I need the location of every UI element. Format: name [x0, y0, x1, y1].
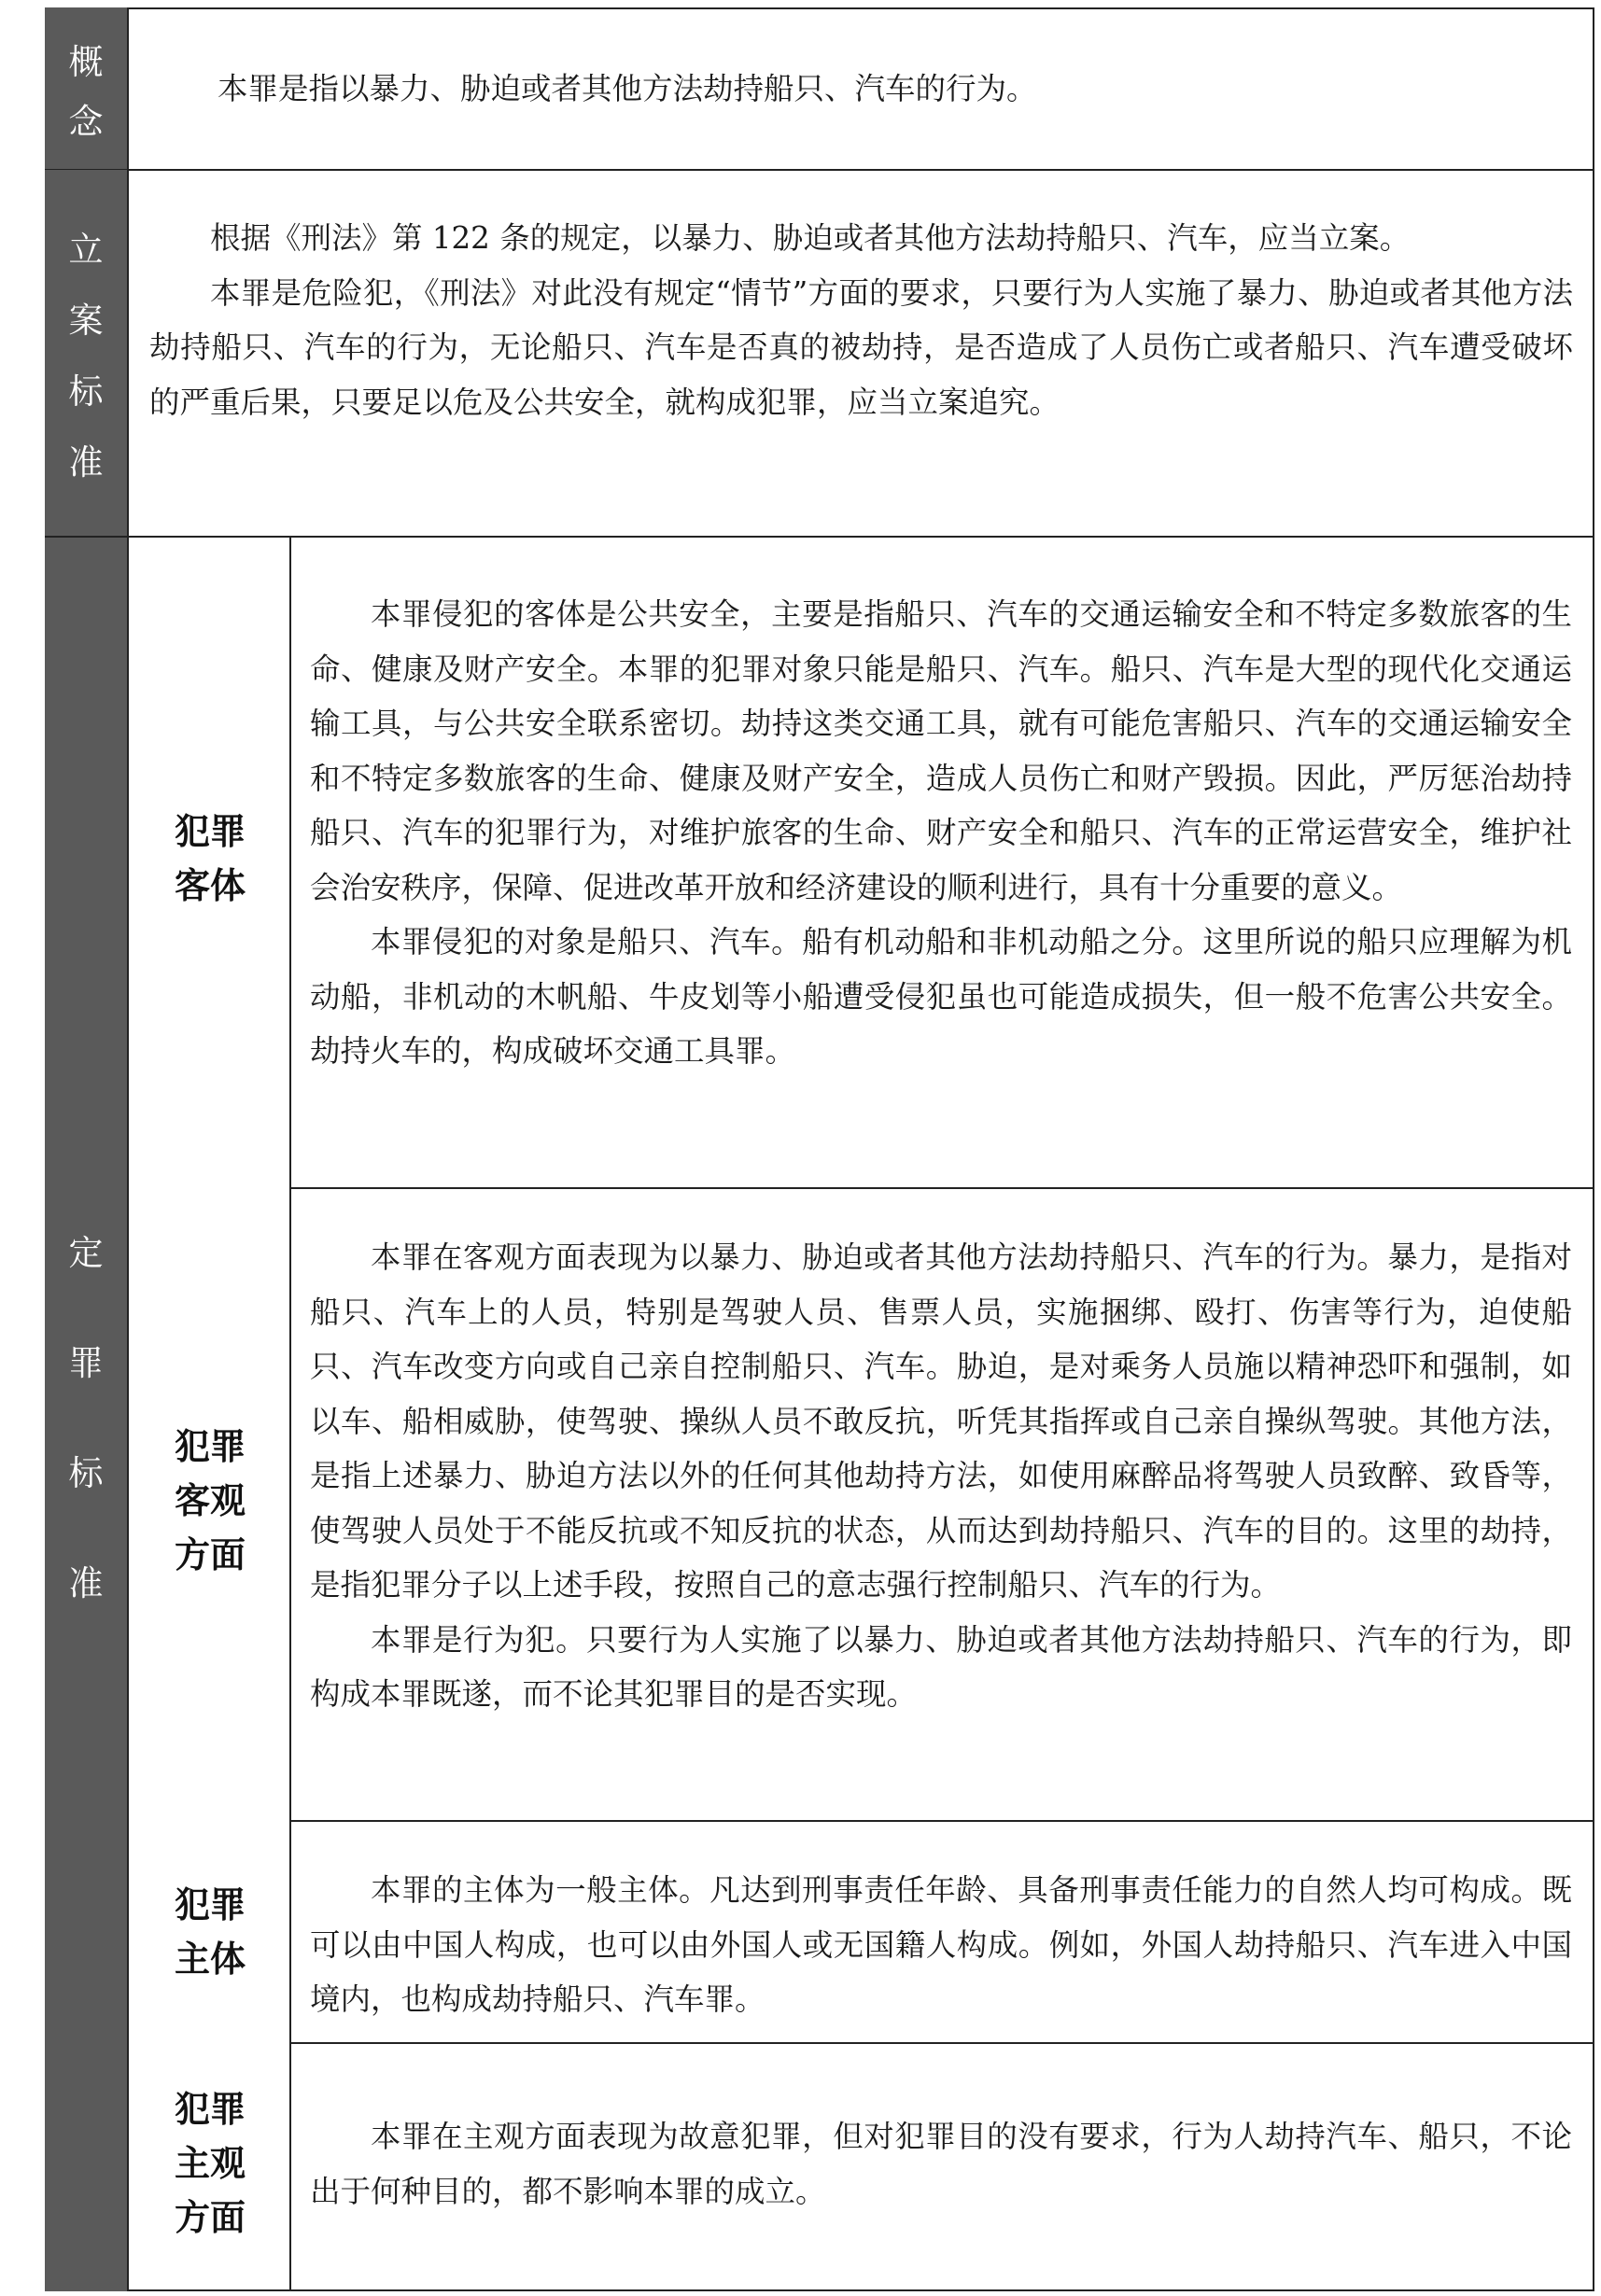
row-label-line: 犯罪 [174, 2089, 246, 2130]
row-label-subject [173, 1876, 247, 1988]
row-label-line: 客观 [174, 1480, 246, 1521]
filing-paragraph-1: 根据《刑法》第 122 条的规定，以暴力、胁迫或者其他方法劫持船只、汽车，应当立案。 [210, 220, 1411, 256]
side-label-conviction-text [69, 1225, 104, 1605]
row-label-object [173, 803, 247, 915]
filing-text [149, 211, 1573, 429]
subject-paragraph-1: 本罪的主体为一般主体。凡达到刑事责任年龄、具备刑事责任能力的自然人均可构成。既可以由中国人构成，也可以由外国人或无国籍人构成。例如，外国人劫持船只、汽车进入中国境内，也构成劫持船只、汽车罪。 [310, 1872, 1572, 2017]
side-label-char: 案 [68, 301, 104, 341]
side-label-concept-text [69, 34, 104, 144]
side-label-char: 罪 [68, 1342, 104, 1383]
side-label-char: 准 [68, 442, 104, 483]
row-label-subjective [168, 2079, 252, 2247]
side-label-char: 标 [68, 371, 104, 412]
side-label-concept [45, 7, 129, 170]
concept-text [157, 62, 1566, 117]
side-label-filing [45, 170, 129, 536]
row-label-line: 犯罪 [174, 1884, 246, 1925]
row-label-objective [168, 1417, 252, 1585]
row-label-line: 犯罪 [174, 1426, 246, 1467]
side-label-char: 概 [68, 42, 104, 82]
subjective-text [310, 2109, 1572, 2219]
objective-paragraph-2: 本罪是行为犯。只要行为人实施了以暴力、胁迫或者其他方法劫持船只、汽车的行为，即构成本罪既遂，而不论其犯罪目的是否实现。 [310, 1621, 1572, 1712]
filing-paragraph-2: 本罪是危险犯，《刑法》对此没有规定“情节”方面的要求，只要行为人实施了暴力、胁迫或者其他方法劫持船只、汽车的行为，无论船只、汽车是否真的被劫持，是否造成了人员伤亡或者船只、汽车遭受破坏的严重后果，只要足以危及公共安全，就构成犯罪，应当立案追究。 [149, 274, 1573, 420]
subjective-paragraph-1: 本罪在主观方面表现为故意犯罪，但对犯罪目的没有要求，行为人劫持汽车、船只，不论出于何种目的，都不影响本罪的成立。 [310, 2119, 1572, 2209]
object-paragraph-2: 本罪侵犯的对象是船只、汽车。船有机动船和非机动船之分。这里所说的船只应理解为机动船，非机动的木帆船、牛皮划等小船遭受侵犯虽也可能造成损失，但一般不危害公共安全。劫持火车的，构成破坏交通工具罪。 [310, 924, 1572, 1069]
row-divider [45, 536, 1594, 538]
subject-text [310, 1863, 1572, 2027]
row-label-line: 方面 [174, 1534, 246, 1575]
side-label-filing-text [69, 221, 104, 484]
subcolumn-divider [289, 538, 291, 2291]
side-label-char: 念 [68, 102, 104, 142]
side-label-conviction [45, 538, 129, 2291]
side-label-char: 标 [68, 1452, 104, 1493]
row-label-line: 主体 [174, 1939, 246, 1980]
concept-paragraph: 本罪是指以暴力、胁迫或者其他方法劫持船只、汽车的行为。 [218, 71, 1037, 106]
subrow-divider [289, 2042, 1594, 2044]
row-label-line: 犯罪 [174, 811, 246, 852]
object-paragraph-1: 本罪侵犯的客体是公共安全，主要是指船只、汽车的交通运输安全和不特定多数旅客的生命、健康及财产安全。本罪的犯罪对象只能是船只、汽车。船只、汽车是大型的现代化交通运输工具，与公共安全联系密切。劫持这类交通工具，就有可能危害船只、汽车的交通运输安全和不特定多数旅客的生命、健康及财产安全，造成人员伤亡和财产毁损。因此，严厉惩治劫持船只、汽车的犯罪行为，对维护旅客的生命、财产安全和船只、汽车的正常运营安全，维护社会治安秩序，保障、促进改革开放和经济建设的顺利进行，具有十分重要的意义。 [310, 596, 1572, 905]
row-divider [45, 169, 1594, 171]
row-label-line: 主观 [174, 2143, 246, 2184]
side-label-char: 准 [68, 1562, 104, 1603]
subrow-divider [289, 1187, 1594, 1189]
objective-paragraph-1: 本罪在客观方面表现为以暴力、胁迫或者其他方法劫持船只、汽车的行为。暴力，是指对船只、汽车上的人员，特别是驾驶人员、售票人员，实施捆绑、殴打、伤害等行为，迫使船只、汽车改变方向或自己亲自控制船只、汽车。胁迫，是对乘务人员施以精神恐吓和强制，如以车、船相威胁，使驾驶、操纵人员不敢反抗，听凭其指挥或自己亲自操纵驾驶。其他方法，是指上述暴力、胁迫方法以外的任何其他劫持方法，如使用麻醉品将驾驶人员致醉、致昏等，使驾驶人员处于不能反抗或不知反抗的状态，从而达到劫持船只、汽车的目的。这里的劫持，是指犯罪分子以上述手段，按照自己的意志强行控制船只、汽车的行为。 [310, 1239, 1572, 1603]
row-label-line: 客体 [174, 865, 246, 906]
objective-text [310, 1230, 1572, 1722]
object-text [310, 587, 1572, 1079]
row-label-line: 方面 [174, 2197, 246, 2238]
side-label-char: 立 [68, 230, 104, 270]
side-label-char: 定 [68, 1232, 104, 1273]
subrow-divider [289, 1820, 1594, 1822]
